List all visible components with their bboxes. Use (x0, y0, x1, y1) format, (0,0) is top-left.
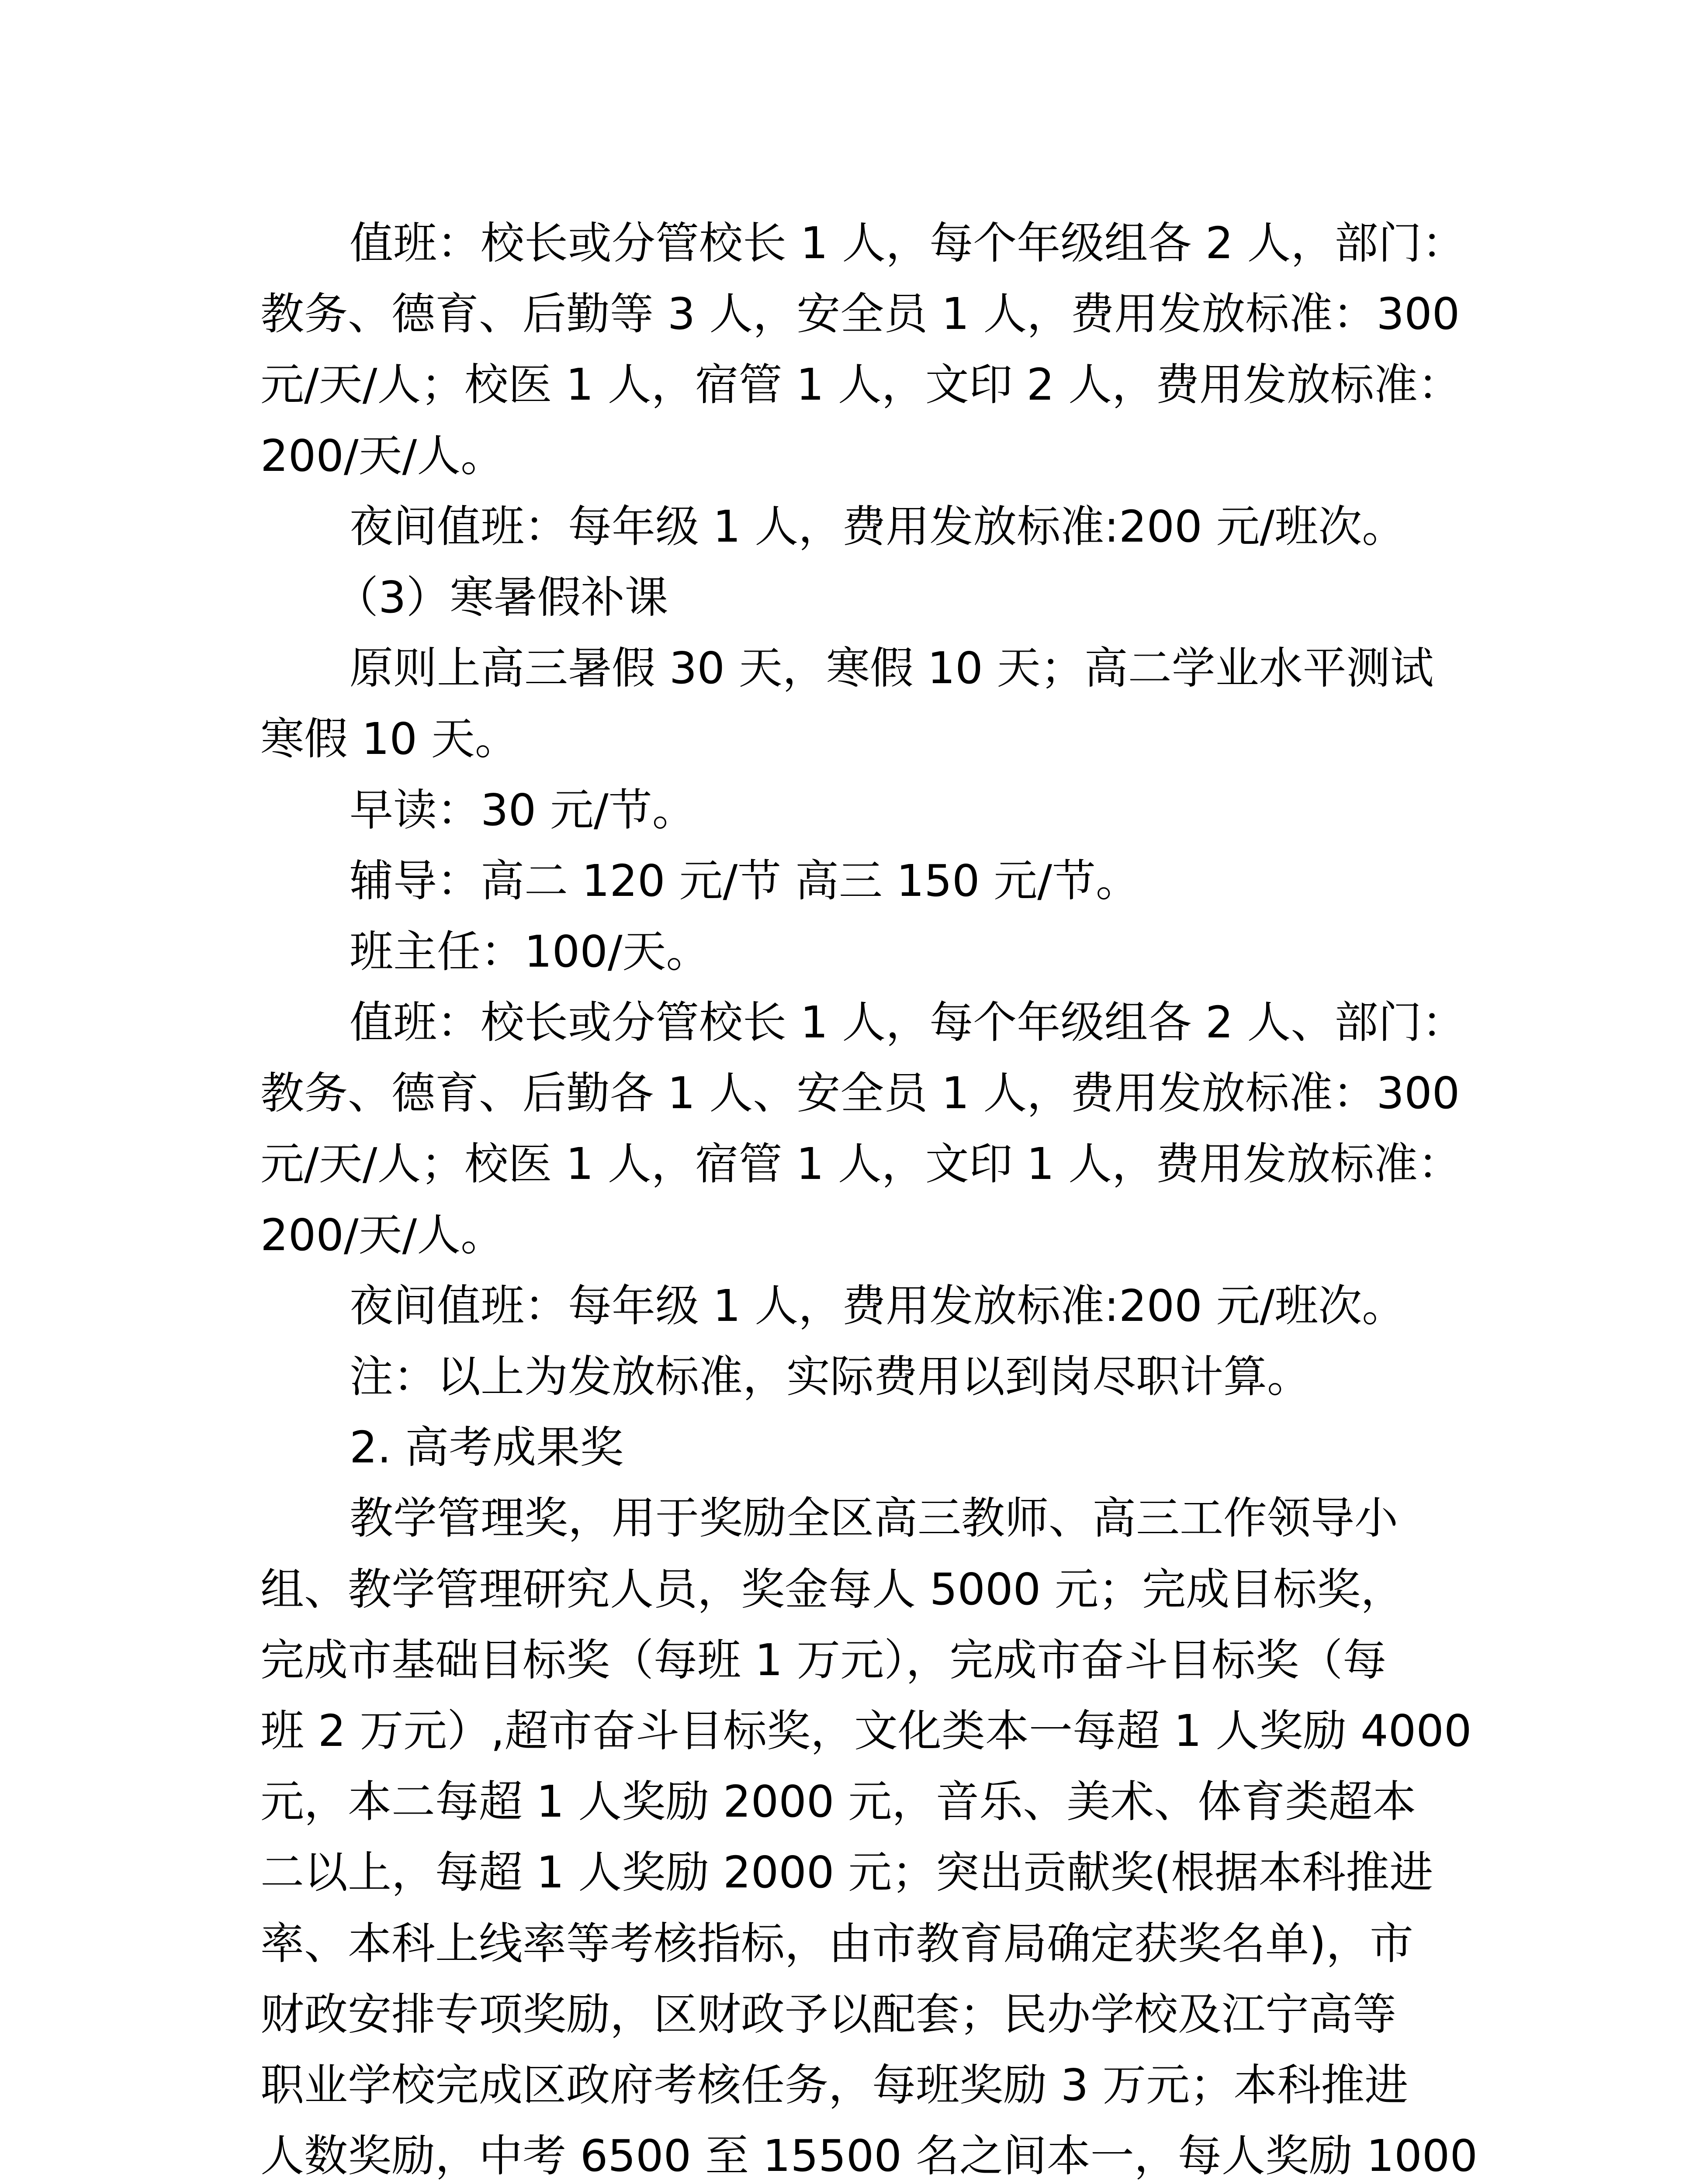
principle-line-2: 寒假 10 天。 (260, 713, 519, 765)
class-teacher-line: 班主任：100/天。 (350, 926, 710, 977)
section-heading-winter-summer: （3）寒暑假补课 (335, 571, 668, 623)
paragraph-duty-2-line-2: 教务、德育、后勤各 1 人、安全员 1 人，费用发放标准：300 (260, 1068, 1460, 1119)
body-text (260, 208, 1478, 2184)
tutoring-line: 辅导：高二 120 元/节 高三 150 元/节。 (350, 855, 1140, 906)
award-paragraph-line-3: 完成市基础目标奖（每班 1 万元），完成市奋斗目标奖（每 (260, 1634, 1387, 1686)
night-duty-line: 夜间值班：每年级 1 人，费用发放标准:200 元/班次。 (350, 501, 1406, 552)
paragraph-duty-2-line-4: 200/天/人。 (260, 1209, 505, 1261)
award-paragraph-line-2: 组、教学管理研究人员，奖金每人 5000 元；完成目标奖， (260, 1563, 1405, 1615)
paragraph-duty-line-1: 值班：校长或分管校长 1 人，每个年级组各 2 人，部门： (350, 218, 1466, 269)
paragraph-duty-line-2: 教务、德育、后勤等 3 人，安全员 1 人，费用发放标准：300 (260, 288, 1460, 340)
paragraph-duty-line-4: 200/天/人。 (260, 430, 505, 481)
award-paragraph-line-5: 元，本二每超 1 人奖励 2000 元，音乐、美术、体育类超本 (260, 1776, 1416, 1828)
paragraph-duty-line-3: 元/天/人；校医 1 人，宿管 1 人，文印 2 人，费用发放标准： (260, 359, 1461, 411)
note-line: 注：以上为发放标准，实际费用以到岗尽职计算。 (350, 1351, 1311, 1402)
section-heading-gaokao-award: 2. 高考成果奖 (350, 1422, 624, 1473)
award-paragraph-line-1: 教学管理奖，用于奖励全区高三教师、高三工作领导小 (350, 1493, 1398, 1544)
award-paragraph-line-8: 财政安排专项奖励，区财政予以配套；民办学校及江宁高等 (260, 1988, 1396, 2040)
award-paragraph-line-9: 职业学校完成区政府考核任务，每班奖励 3 万元；本科推进 (260, 2059, 1409, 2111)
award-paragraph-line-4: 班 2 万元）,超市奋斗目标奖，文化类本一每超 1 人奖励 4000 (260, 1705, 1472, 1756)
award-paragraph-line-6: 二以上，每超 1 人奖励 2000 元；突出贡献奖(根据本科推进 (260, 1847, 1433, 1898)
paragraph-duty-2-line-3: 元/天/人；校医 1 人，宿管 1 人，文印 1 人，费用发放标准： (260, 1138, 1461, 1190)
award-paragraph-line-10: 人数奖励，中考 6500 至 15500 名之间本一，每人奖励 1000 (260, 2130, 1478, 2182)
award-paragraph-line-7: 率、本科上线率等考核指标，由市教育局确定获奖名单)，市 (260, 1918, 1414, 1969)
night-duty-line-2: 夜间值班：每年级 1 人，费用发放标准:200 元/班次。 (350, 1280, 1406, 1331)
paragraph-duty-2-line-1: 值班：校长或分管校长 1 人，每个年级组各 2 人、部门： (350, 997, 1466, 1048)
principle-line-1: 原则上高三暑假 30 天，寒假 10 天；高二学业水平测试 (350, 643, 1434, 694)
morning-reading-line: 早读：30 元/节。 (350, 784, 696, 836)
